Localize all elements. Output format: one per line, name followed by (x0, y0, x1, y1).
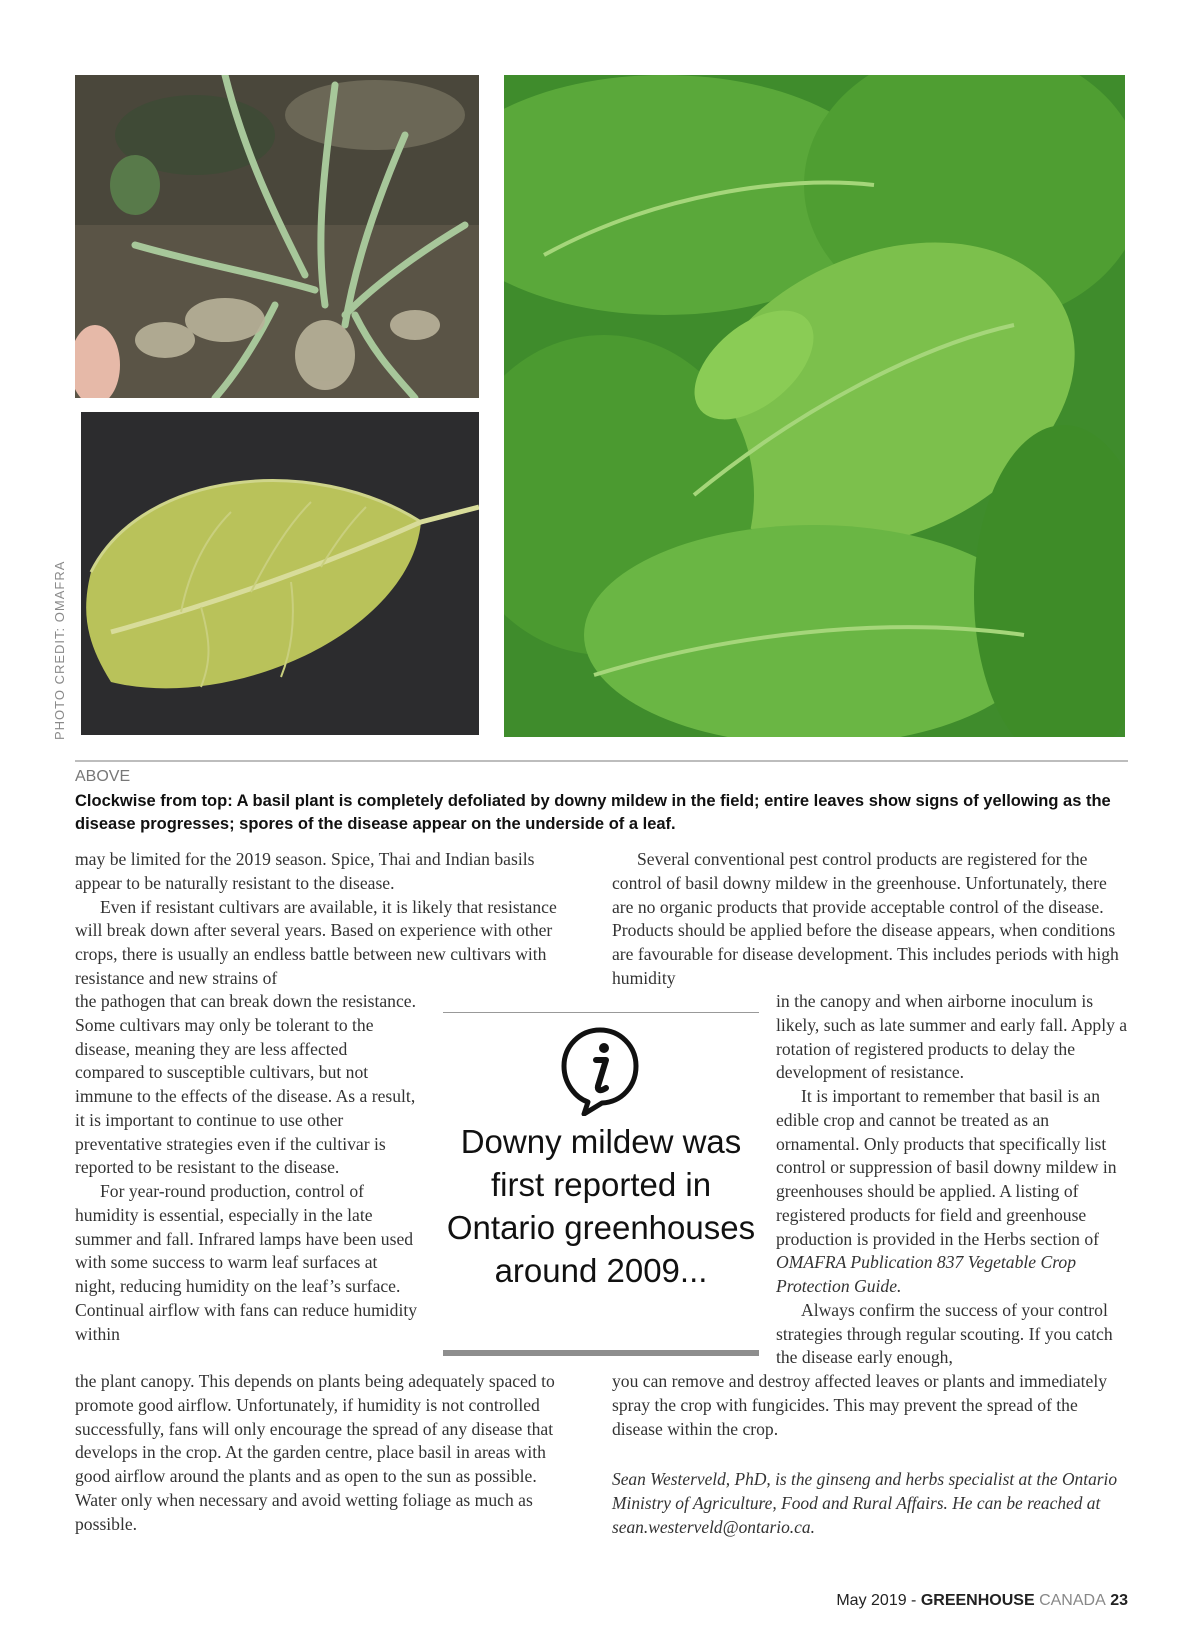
left-column-bottom (75, 1370, 575, 1536)
info-speech-bubble-icon (560, 1026, 640, 1116)
right-column-top (612, 848, 1132, 991)
caption-label: ABOVE (75, 768, 131, 785)
right-paragraph-3: Always confirm the success of your control strategies through regular scouting. If you catch the disease early enough, (776, 1299, 1113, 1368)
left-column-top (75, 848, 575, 991)
callout-bottom-rule (443, 1350, 759, 1356)
footer-brand: GREENHOUSE (920, 1592, 1035, 1609)
left-paragraph-2: Even if resistant cultivars are available, it is likely that resistance will break down after several years. Based on experience with other crops, there is usually an endless battle between new cultivars with resistance and new strains of (75, 896, 557, 988)
right-paragraph-2 (776, 1085, 1132, 1299)
left-paragraph-3: For year-round production, control of humidity is essential, especially in the late summer and fall. Infrared lamps have been used with some success to warm leaf surfaces at night, reducing humidity on the leaf’s surface. Continual airflow with fans can reduce humidity within (75, 1181, 418, 1344)
right-paragraph-2-text: It is important to remember that basil is an edible crop and cannot be treated as an ornamental. Only products that specifically list control or suppression of basil downy mildew in greenhouses should be applied. A listing of registered products for field and greenhouse production is provided in the Herbs section of (776, 1086, 1117, 1249)
left-column-middle (75, 990, 420, 1346)
photo-defoliated-basil-field (75, 75, 479, 398)
photo-credit: PHOTO CREDIT: OMAFRA (52, 560, 67, 740)
publication-title: OMAFRA Publication 837 Vegetable Crop Protection Guide. (776, 1252, 1077, 1296)
author-bio: Sean Westerveld, PhD, is the ginseng and herbs specialist at the Ontario Ministry of Agriculture, Food and Rural Affairs. He can be reached at sean.westerveld@ontario.ca. (612, 1469, 1118, 1537)
right-paragraph-1: Several conventional pest control products are registered for the control of basil downy mildew in the greenhouse. Unfortunately, there are no organic products that provide acceptable control of the disease. Products should be applied before the disease appears, when conditions are favourable for disease development. This includes periods with high humidity (612, 849, 1119, 988)
left-paragraph-1: may be limited for the 2019 season. Spice, Thai and Indian basils appear to be naturally resistant to the disease. (75, 849, 535, 893)
photo-yellowing-leaf (81, 412, 479, 735)
footer-brand-canada: CANADA (1034, 1592, 1106, 1609)
caption-divider (75, 760, 1128, 762)
caption-text: Clockwise from top: A basil plant is completely defoliated by downy mildew in the field; entire leaves show signs of yellowing as the disease progresses; spores of the disease appear on the underside of a leaf. (75, 792, 1111, 833)
footer-date: May 2019 - (836, 1592, 921, 1609)
right-column-bottom (612, 1370, 1132, 1441)
right-column-middle (776, 990, 1132, 1370)
page-footer (836, 1592, 1128, 1610)
left-paragraph-2-cont: the pathogen that can break down the resistance. Some cultivars may only be tolerant to the disease, meaning they are less affected compared to susceptible cultivars, but not immune to the effects of the disease. As a result, it is important to continue to use other preventative strategies even if the cultivar is reported to be resistant to the disease. (75, 991, 416, 1178)
photo-healthy-basil (504, 75, 1125, 737)
callout-text: Downy mildew was first reported in Ontario greenhouses around 2009... (446, 1123, 756, 1289)
right-paragraph-1-cont: in the canopy and when airborne inoculum is likely, such as late summer and early fall. Apply a rotation of registered products to delay the development of resistance. (776, 991, 1128, 1083)
callout-top-rule (443, 1012, 759, 1013)
left-paragraph-3-cont: the plant canopy. This depends on plants being adequately spaced to promote good airflow. Unfortunately, if humidity is not controlled successfully, fans will only encourage the spread of any disease that develops in the crop. At the garden centre, place basil in areas with good airflow around the plants and as open to the sun as possible. Water only when necessary and avoid wetting foliage as much as possible. (75, 1371, 555, 1534)
page-number: 23 (1105, 1592, 1128, 1609)
right-paragraph-3-cont: you can remove and destroy affected leaves or plants and immediately spray the crop with fungicides. This may prevent the spread of the disease within the crop. (612, 1371, 1108, 1439)
